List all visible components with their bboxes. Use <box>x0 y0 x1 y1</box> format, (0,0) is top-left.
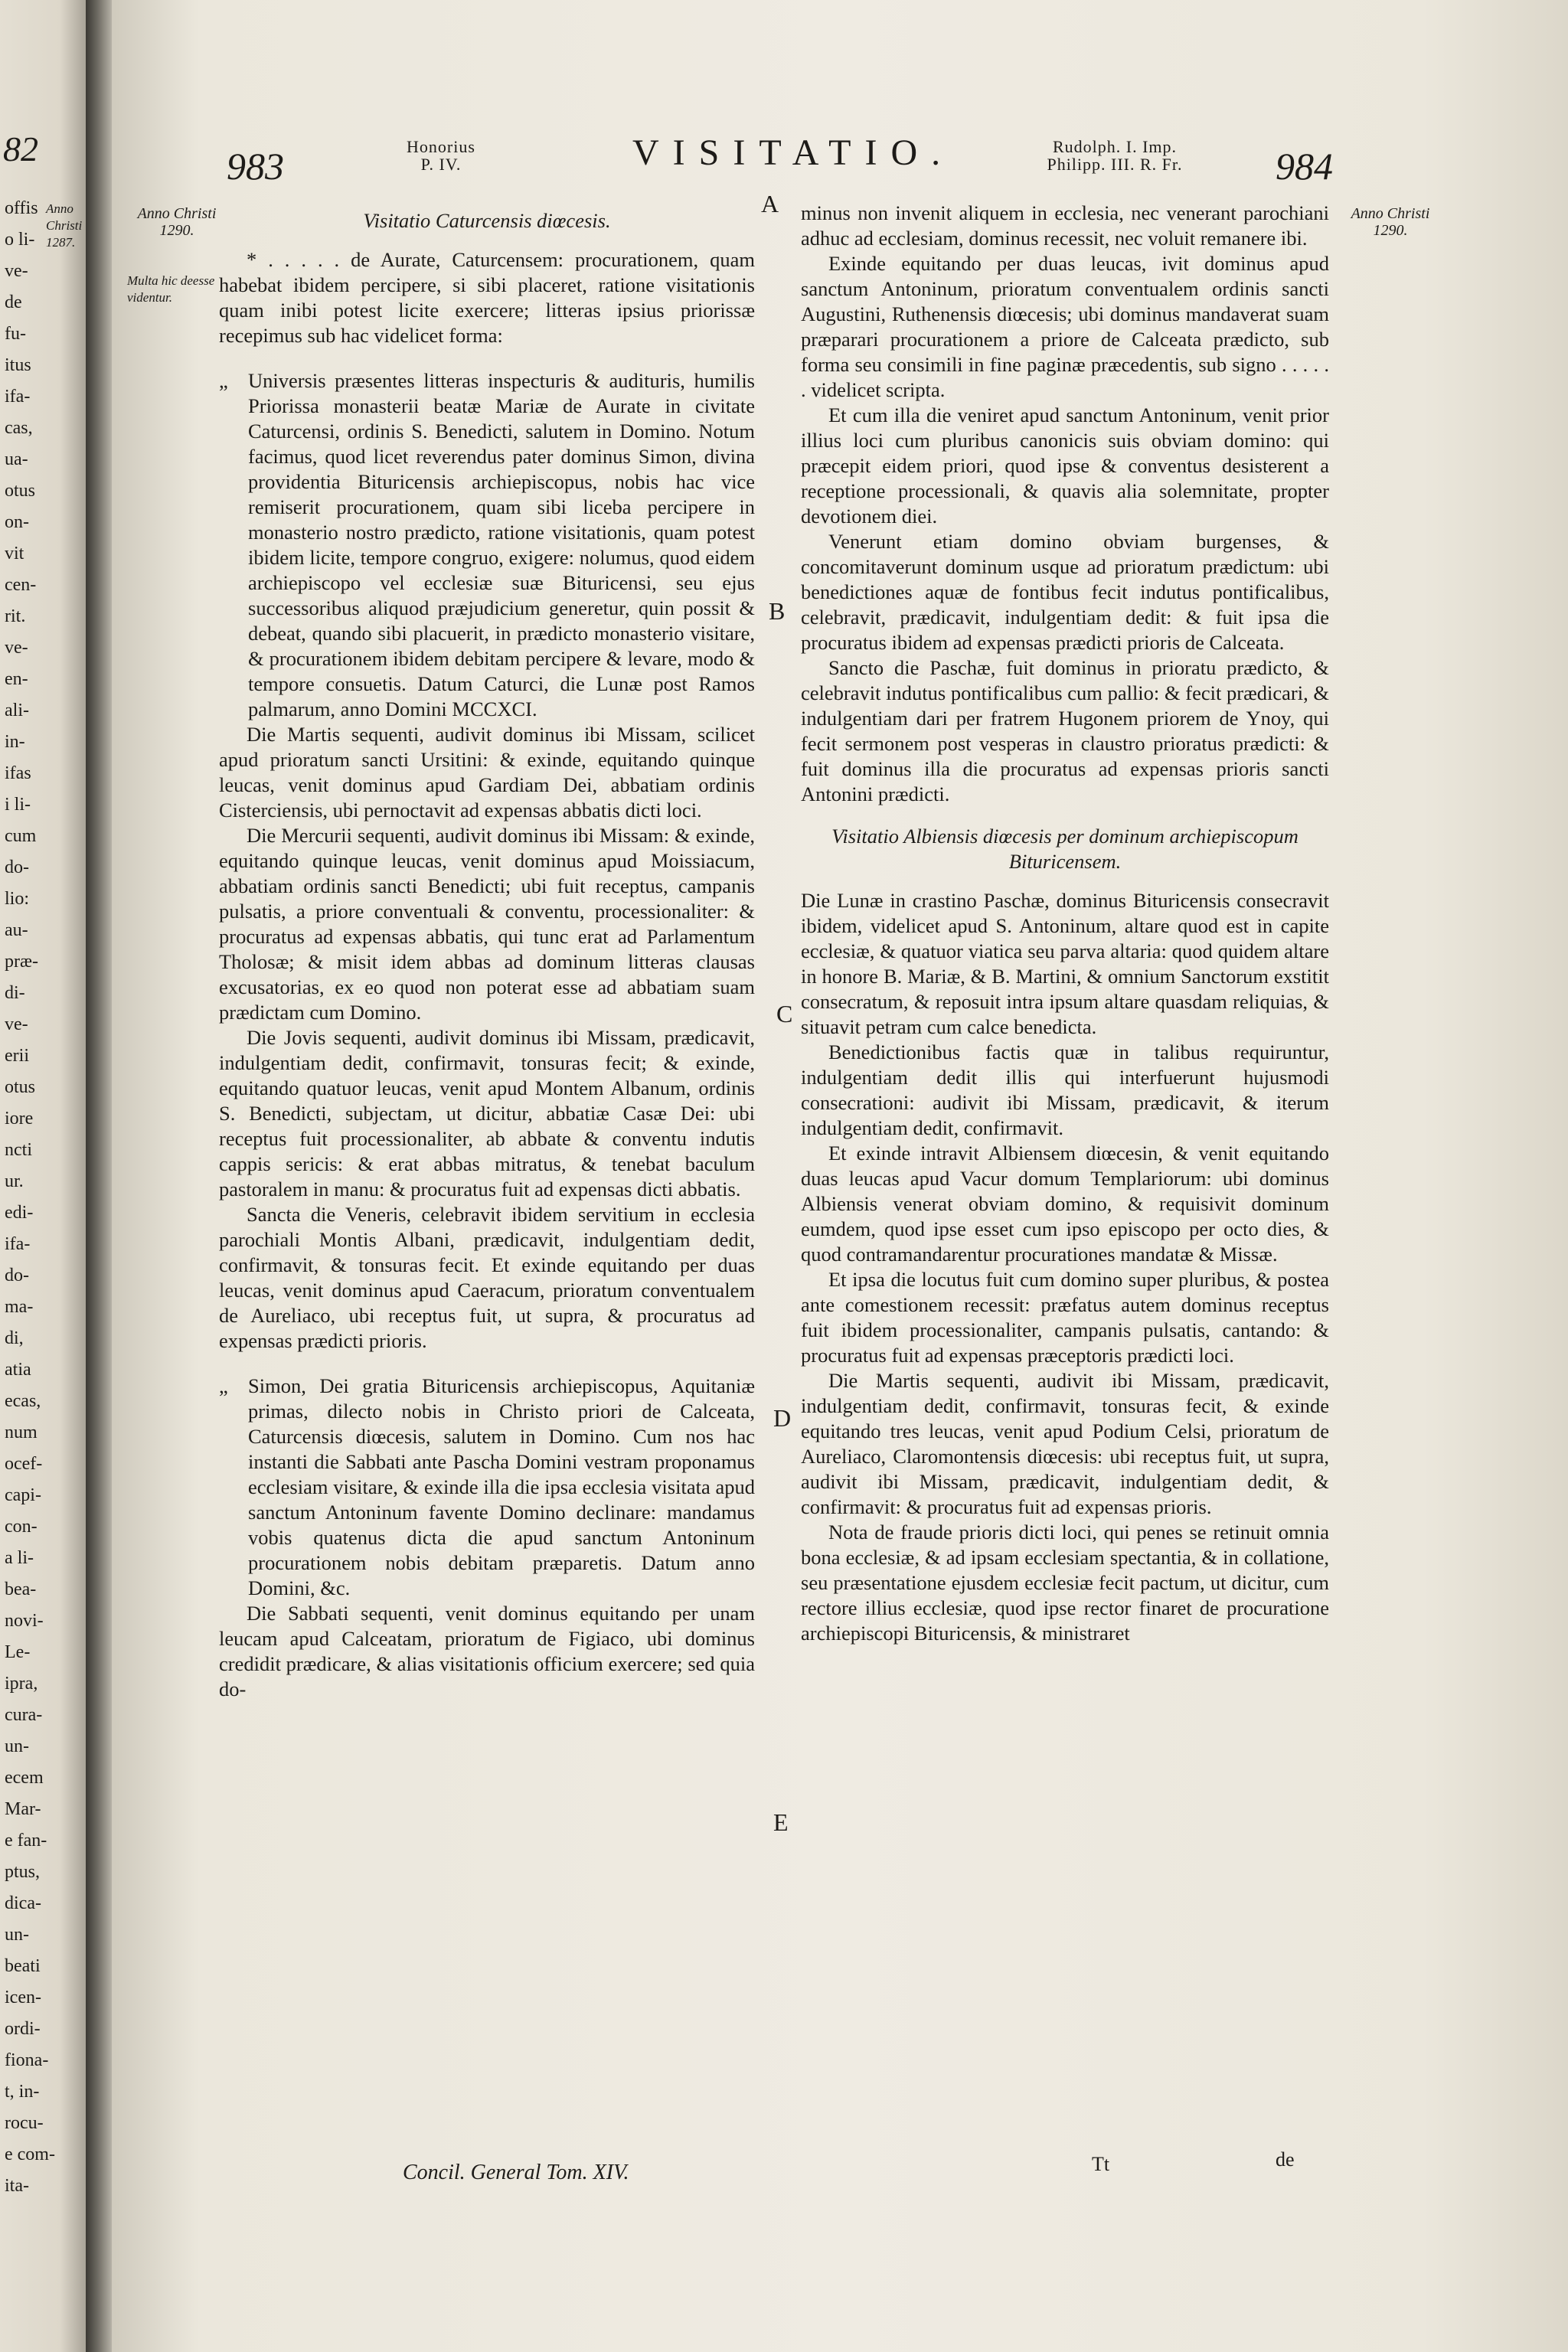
left-page-fragment: di, <box>5 1328 24 1348</box>
left-page-fragment: i li- <box>5 795 31 815</box>
left-page-fragment: t, in- <box>5 2082 40 2102</box>
paragraph-die-jovis: Die Jovis sequenti, audivit dominus ibi Missam, prædicavit, indulgentiam dedit, confirmavit, tonsuras fecit; & exinde, equitando quatuor leucas, venit apud Montem Albanum, ordinis S. Benedicti, subjectam, ut dicitur, abbatiæ Casæ Dei: ubi receptus fuit processionaliter, ab abbate & conventu indutis cappis sericis: & erat abbas mitratus, & tenebat baculum pastoralem in manu: & procuratus fuit ad expensas dicti abbatis. <box>219 1026 755 1200</box>
paragraph-die-mercurii: Die Mercurii sequenti, audivit dominus ibi Missam: & exinde, equitando quinque leucas, venit dominus apud Moissiacum, abbatiam ordinis sancti Benedicti; ubi fuit receptus, campanis pulsatis, a priore conventuali & conventu, processionaliter: & procuratus ad expensas abbatis, qui tunc erat ad Parlamentum Tholosæ; & misit idem abbas ad dominum litteras clausas excusatorias, ex eo quod non poterat esse ad abbatiam suam prædictam cum Domino. <box>219 824 755 1024</box>
left-page-fragment: fu- <box>5 324 26 344</box>
left-page-fragment: beati <box>5 1956 41 1976</box>
margin-year-left-label: Anno Christi <box>137 205 217 222</box>
left-page-fragment: lio: <box>5 889 30 909</box>
left-page-fragment: o li- <box>5 230 35 250</box>
paragraph-benedictionibus: Benedictionibus factis quæ in talibus requiruntur, indulgentiam dedit illis qui interfuerunt hujusmodi consecrationi: audivit ibi Missam, prædicavit, & iterum indulgentiam dedit, confirmavit. <box>801 1040 1329 1139</box>
paragraph-die-martis-sequenti: Die Martis sequenti, audivit ibi Missam, prædicavit, indulgentiam dedit, confirmavit, tonsuras fecit, & exinde equitando tres leucas, venit apud Podium Celsi, prioratum de Aureliaco, Claromontensis diœcesis: ubi receptus fuit, ut supra, audivit ibi Missam, prædicavit, indulgentiam dedit, & confirmavit: & procuratus fuit ad expensas prioris. <box>801 1369 1329 1518</box>
margin-year-left-value: 1290. <box>159 222 194 239</box>
left-page-fragment: un- <box>5 1925 29 1945</box>
page-number-right: 984 <box>1276 145 1333 188</box>
section-letter-d: D <box>773 1404 792 1432</box>
header-pope-name: Honorius <box>407 137 475 156</box>
left-page-fragment: itus <box>5 355 31 375</box>
margin-note-left: Multa hic deesse videntur. <box>127 273 215 305</box>
left-page-fragment: do- <box>5 858 29 877</box>
right-page <box>112 0 1568 2352</box>
left-page-fragment: otus <box>5 481 36 501</box>
margin-year-right-label: Anno Christi <box>1351 205 1430 222</box>
paragraph-die-martis: Die Martis sequenti, audivit dominus ibi Missam, scilicet apud prioratum sancti Ursitini: & exinde, equitando quinque leucas, venit dominus apud Gardiam Dei, abbatiam ordinis Cisterciensis, ubi pernoctavit ad expensas abbatis dicti loci. <box>219 723 755 822</box>
paragraph-continuation: minus non invenit aliquem in ecclesia, nec venerant parochiani adhuc ad ecclesiam, dominus recessit, nec voluit remanere ibi. <box>801 201 1329 250</box>
left-page-fragment: e fan- <box>5 1831 47 1851</box>
left-page-fragment: un- <box>5 1736 29 1756</box>
left-page-number: 82 <box>3 129 38 168</box>
paragraph-nota-de-fraude: Nota de fraude prioris dicti loci, qui penes se retinuit omnia bona ecclesiæ, & ad ipsam ecclesiam spectantia, & in collatione, seu præsentatione ejusdem ecclesiæ fecit pactum, ut dicitur, cum rectore illius ecclesiæ, quod ipse rector finaret de procuratione archiepiscopi Bituricensis, & ministraret <box>801 1521 1329 1645</box>
left-page-fragment: ptus, <box>5 1862 41 1882</box>
margin-year-right <box>1337 205 1444 239</box>
left-page-fragment: edi- <box>5 1203 34 1223</box>
left-page-fragment: capi- <box>5 1485 41 1505</box>
left-page-fragment: otus <box>5 1077 36 1097</box>
footer-signature: Tt <box>1092 2153 1110 2175</box>
left-page-fragment: en- <box>5 669 28 689</box>
section-letter-e: E <box>773 1808 789 1836</box>
left-page-fragment: ua- <box>5 449 28 469</box>
left-page-fragment: di- <box>5 983 25 1003</box>
left-page-fragment: vit <box>5 544 24 564</box>
paragraph-exinde-equitando: Exinde equitando per duas leucas, ivit dominus apud sanctum Antoninum, prioratum conventualem ordinis sancti Augustini, Ruthenensis diœcesis; ubi dominus mandaverat suam præparari procurationem a priore de Calceata prædicto, sub forma seu consimili in fine paginæ præcedentis, sub signo . . . . . . videlicet scripta. <box>801 252 1329 401</box>
left-page-fragment: ma- <box>5 1297 34 1317</box>
header-emperor: Rudolph. I. Imp. <box>1052 137 1178 156</box>
left-page-fragment: ocef- <box>5 1454 43 1474</box>
left-page-margin-note: Anno Christi 1287. <box>46 201 83 250</box>
left-page-fragment: con- <box>5 1517 38 1537</box>
left-page-fragment: ipra, <box>5 1674 38 1694</box>
left-page-fragment: au- <box>5 920 28 940</box>
quoted-letter-simon-text: Simon, Dei gratia Bituricensis archiepiscopus, Aquitaniæ primas, dilecto nobis in Christo priori de Calceata, Caturcensis diœcesis, salutem in Domino. Cum nos hac instanti die Sabbati ante Pascha Domini vestram proponamus ecclesiam visitare, & exinde illa die ipsa ecclesia visitata apud sanctum Antoninum favente Domino declinare: mandamus vobis quatenus dicta die apud sanctum Antoninum procurationem nobis debitam præparetis. Datum anno Domini, &c. <box>248 1374 755 1599</box>
left-page-fragment: præ- <box>5 952 38 972</box>
left-text-column <box>219 201 755 1702</box>
margin-year-right-value: 1290. <box>1373 222 1408 239</box>
left-page-fragment: do- <box>5 1266 29 1285</box>
left-page-fragment: bea- <box>5 1579 37 1599</box>
left-page-fragment: a li- <box>5 1548 34 1568</box>
left-page-fragment: ifa- <box>5 387 31 407</box>
left-page-fragment: erii <box>5 1046 29 1066</box>
header-king: Philipp. III. R. Fr. <box>1047 155 1183 175</box>
left-page-fragment: ve- <box>5 1014 28 1034</box>
paragraph-et-exinde-intravit: Et exinde intravit Albiensem diœcesin, & venit equitando duas leucas apud Vacur domum Templariorum: ubi dominus Albiensis venerat obviam domino, & requisivit dominum eumdem, quod ipse esset cum ipso episcopo per octo dies, & quod contramandarentur procurationes mandatæ & Missæ. <box>801 1142 1329 1266</box>
left-page-fragment: ve- <box>5 638 28 658</box>
left-page-fragment: cura- <box>5 1705 43 1725</box>
left-page-fragment: ncti <box>5 1140 32 1160</box>
left-page-fragment: cum <box>5 826 37 846</box>
section-letter-c: C <box>776 1000 793 1027</box>
left-page-fragment: ordi- <box>5 2019 41 2039</box>
left-page-fragment: ifas <box>5 763 31 783</box>
paragraph-die-sabbati: Die Sabbati sequenti, venit dominus equitando per unam leucam apud Calceatam, prioratum de Figiaco, ubi dominus credidit prædicare, & alias visitationis officium exercere; sed quia do- <box>219 1602 755 1700</box>
left-page-fragment: rocu- <box>5 2113 44 2133</box>
left-page-edge <box>0 0 86 2352</box>
quoted-letter-priorissa-text: Universis præsentes litteras inspecturis & audituris, humilis Priorissa monasterii beatæ Mariæ de Aurate in civitate Caturcensi, ordinis S. Benedicti, salutem in Domino. Notum facimus, quod licet reverendus pater dominus Simon, divina providentia Bituricensis archiepiscopus, nobis hac vice remiserit procurationem, quam sibi liceba percipere in monasterio nostro prædicto, ratione visitationis, quam potest ibidem licite, tempore congruo, exigere: nolumus, quod eidem archiepiscopo vel ecclesiæ suæ Bituricensi, seu ejus successoribus aliquod præjudicium generetur, quin possit & debeat, quando sibi placuerit, in prædicto monasterio visitare, & procurationem ibidem debitam percipere & levare, modo & tempore consuetis. Datum Caturci, die Lunæ post Ramos palmarum, anno Domini MCCXCI. <box>248 369 755 720</box>
section-heading-caturcensis: Visitatio Caturcensis diœcesis. <box>363 209 611 232</box>
left-page-fragment: cen- <box>5 575 37 595</box>
paragraph-et-ipsa-die: Et ipsa die locutus fuit cum domino super pluribus, & postea ante comestionem recessit: præfatus autem dominus receptus fuit ibidem processionaliter, campanis pulsatis, cantando: & procuratus fuit ad expensas præceptoris prædicti loci. <box>801 1268 1329 1367</box>
left-page-fragment: ur. <box>5 1171 24 1191</box>
paragraph-sancto-die-paschae: Sancto die Paschæ, fuit dominus in prioratu prædicto, & celebravit indutus pontificalibus cum pallio: & fecit prædicari, & indulgentiam dari per fratrem Hugonem priorem de Ynoy, qui fecit sermonem post vesperas in claustro prioratus prædicti: & fuit dominus illa die procuratus ad expensas prioris sancti Antonini prædicti. <box>801 656 1329 805</box>
left-page-fragment: offis <box>5 198 38 218</box>
margin-year-left <box>135 205 219 239</box>
footer-catchword: de <box>1276 2148 1295 2171</box>
running-title: VISITATIO. <box>632 132 955 173</box>
paragraph-venerunt: Venerunt etiam domino obviam burgenses, & concomitaverunt dominum usque ad prioratum prædictum: ubi benedictiones aquæ de fontibus fecit indutus pontificalibus, celebravit, prædicavit, indulgentiam dedit: & fuit ipsa die procuratus ibidem ad expensas prædicti prioris de Calceata. <box>801 530 1329 654</box>
left-page-fragment: on- <box>5 512 29 532</box>
left-page-fragment: Le- <box>5 1642 31 1662</box>
left-page-fragment: ita- <box>5 2176 29 2196</box>
paragraph-sancta-die-veneris: Sancta die Veneris, celebravit ibidem servitium in ecclesia parochiali Montis Albani, prædicavit, indulgentiam dedit, confirmavit, & tonsuras fecit. Et exinde equitando per duas leucas, venit dominus apud Caeracum, prioratum conventualem de Aureliaco, ubi receptus fuit, ut supra, & procuratus ad expensas prædicti prioris. <box>219 1203 755 1352</box>
header-pope <box>380 138 502 173</box>
page-number-left: 983 <box>227 145 284 188</box>
left-page-fragment: cas, <box>5 418 33 438</box>
paragraph-intro: * . . . . . de Aurate, Caturcensem: procurationem, quam habebat ibidem percipere, si sibi placeret, ratione visitationis quam inibi potest licite exercere; litteras ipsius priorissæ recepimus sub hac videlicet forma: <box>219 248 755 347</box>
left-page-fragment: novi- <box>5 1611 44 1631</box>
left-page-fragment: e com- <box>5 2145 55 2164</box>
left-page-fragment: ecem <box>5 1768 44 1788</box>
paragraph-die-lunae: Die Lunæ in crastino Paschæ, dominus Bituricensis consecravit ibidem, videlicet apud S. Antoninum, altare quod est in capite ecclesiæ, & quatuor viatica seu parva altaria: quod quidem altare in honore B. Mariæ, & B. Martini, & omnium Sanctorum exstitit consecratum, & reposuit intra ipsum altare quasdam reliquias, & situavit petram cum calce benedicta. <box>801 889 1329 1038</box>
section-heading-albiensis: Visitatio Albiensis diœcesis per dominum archiepiscopum Bituricensem. <box>831 825 1298 873</box>
header-rulers <box>992 138 1237 173</box>
left-page-fragment: rit. <box>5 606 26 626</box>
left-page-fragment: dica- <box>5 1893 41 1913</box>
header-pope-number: P. IV. <box>420 155 462 175</box>
section-letter-a: A <box>761 190 779 217</box>
right-text-column <box>801 201 1329 1646</box>
left-page-fragment: Mar- <box>5 1799 41 1819</box>
footer-source: Concil. General Tom. XIV. <box>403 2161 629 2184</box>
section-letter-b: B <box>769 597 786 625</box>
quoted-letter-priorissa: „ Universis præsentes litteras inspecturis & audituris, humilis Priorissa monasterii beatæ Mariæ de Aurate in civitate Caturcensi, ordinis S. Benedicti, salutem in Domino. Notum facimus, quod licet reverendus pater dominus Simon, divina providentia Bituricensis archiepiscopus, nobis hac vice remiserit procurationem, quam sibi liceba percipere in monasterio nostro prædicto, ratione visitationis, quam potest ibidem licite, tempore congruo, exigere: nolumus, quod eidem archiepiscopo vel ecclesiæ suæ Bituricensi, seu ejus successoribus aliquod præjudicium generetur, quin possit & debeat, quando sibi placuerit, in prædicto monasterio visitare, & procurationem ibidem debitam percipere & levare, modo & tempore consuetis. Datum Caturci, die Lunæ post Ramos palmarum, anno Domini MCCXCI. <box>219 369 755 720</box>
left-page-fragment: in- <box>5 732 25 752</box>
left-page-fragment: icen- <box>5 1988 41 2007</box>
book-gutter <box>86 0 112 2352</box>
left-page-fragment: atia <box>5 1360 31 1380</box>
quoted-letter-simon: „ Simon, Dei gratia Bituricensis archiepiscopus, Aquitaniæ primas, dilecto nobis in Christo priori de Calceata, Caturcensis diœcesis, salutem in Domino. Cum nos hac instanti die Sabbati ante Pascha Domini vestram proponamus ecclesiam visitare, & exinde illa die ipsa ecclesia visitata apud sanctum Antoninum favente Domino declinare: mandamus vobis quatenus dicta die apud sanctum Antoninum procurationem nobis debitam præparetis. Datum anno Domini, &c. <box>219 1374 755 1599</box>
left-page-fragment: ecas, <box>5 1391 41 1411</box>
paragraph-et-cum-illa: Et cum illa die veniret apud sanctum Antoninum, venit prior illius loci cum pluribus canonicis suis obviam domino: qui præcepit eidem priori, quod ipse & conventus desisterent a receptione processionali, & quavis alia solemnitate, propter devotionem diei. <box>801 403 1329 528</box>
left-page-fragment: num <box>5 1423 38 1442</box>
left-page-fragment: ali- <box>5 701 29 720</box>
left-page-fragment: fiona- <box>5 2050 49 2070</box>
left-page-fragment: de <box>5 292 22 312</box>
left-page-fragment: ve- <box>5 261 28 281</box>
left-page-fragment: ifa- <box>5 1234 31 1254</box>
left-page-fragment: iore <box>5 1109 34 1129</box>
